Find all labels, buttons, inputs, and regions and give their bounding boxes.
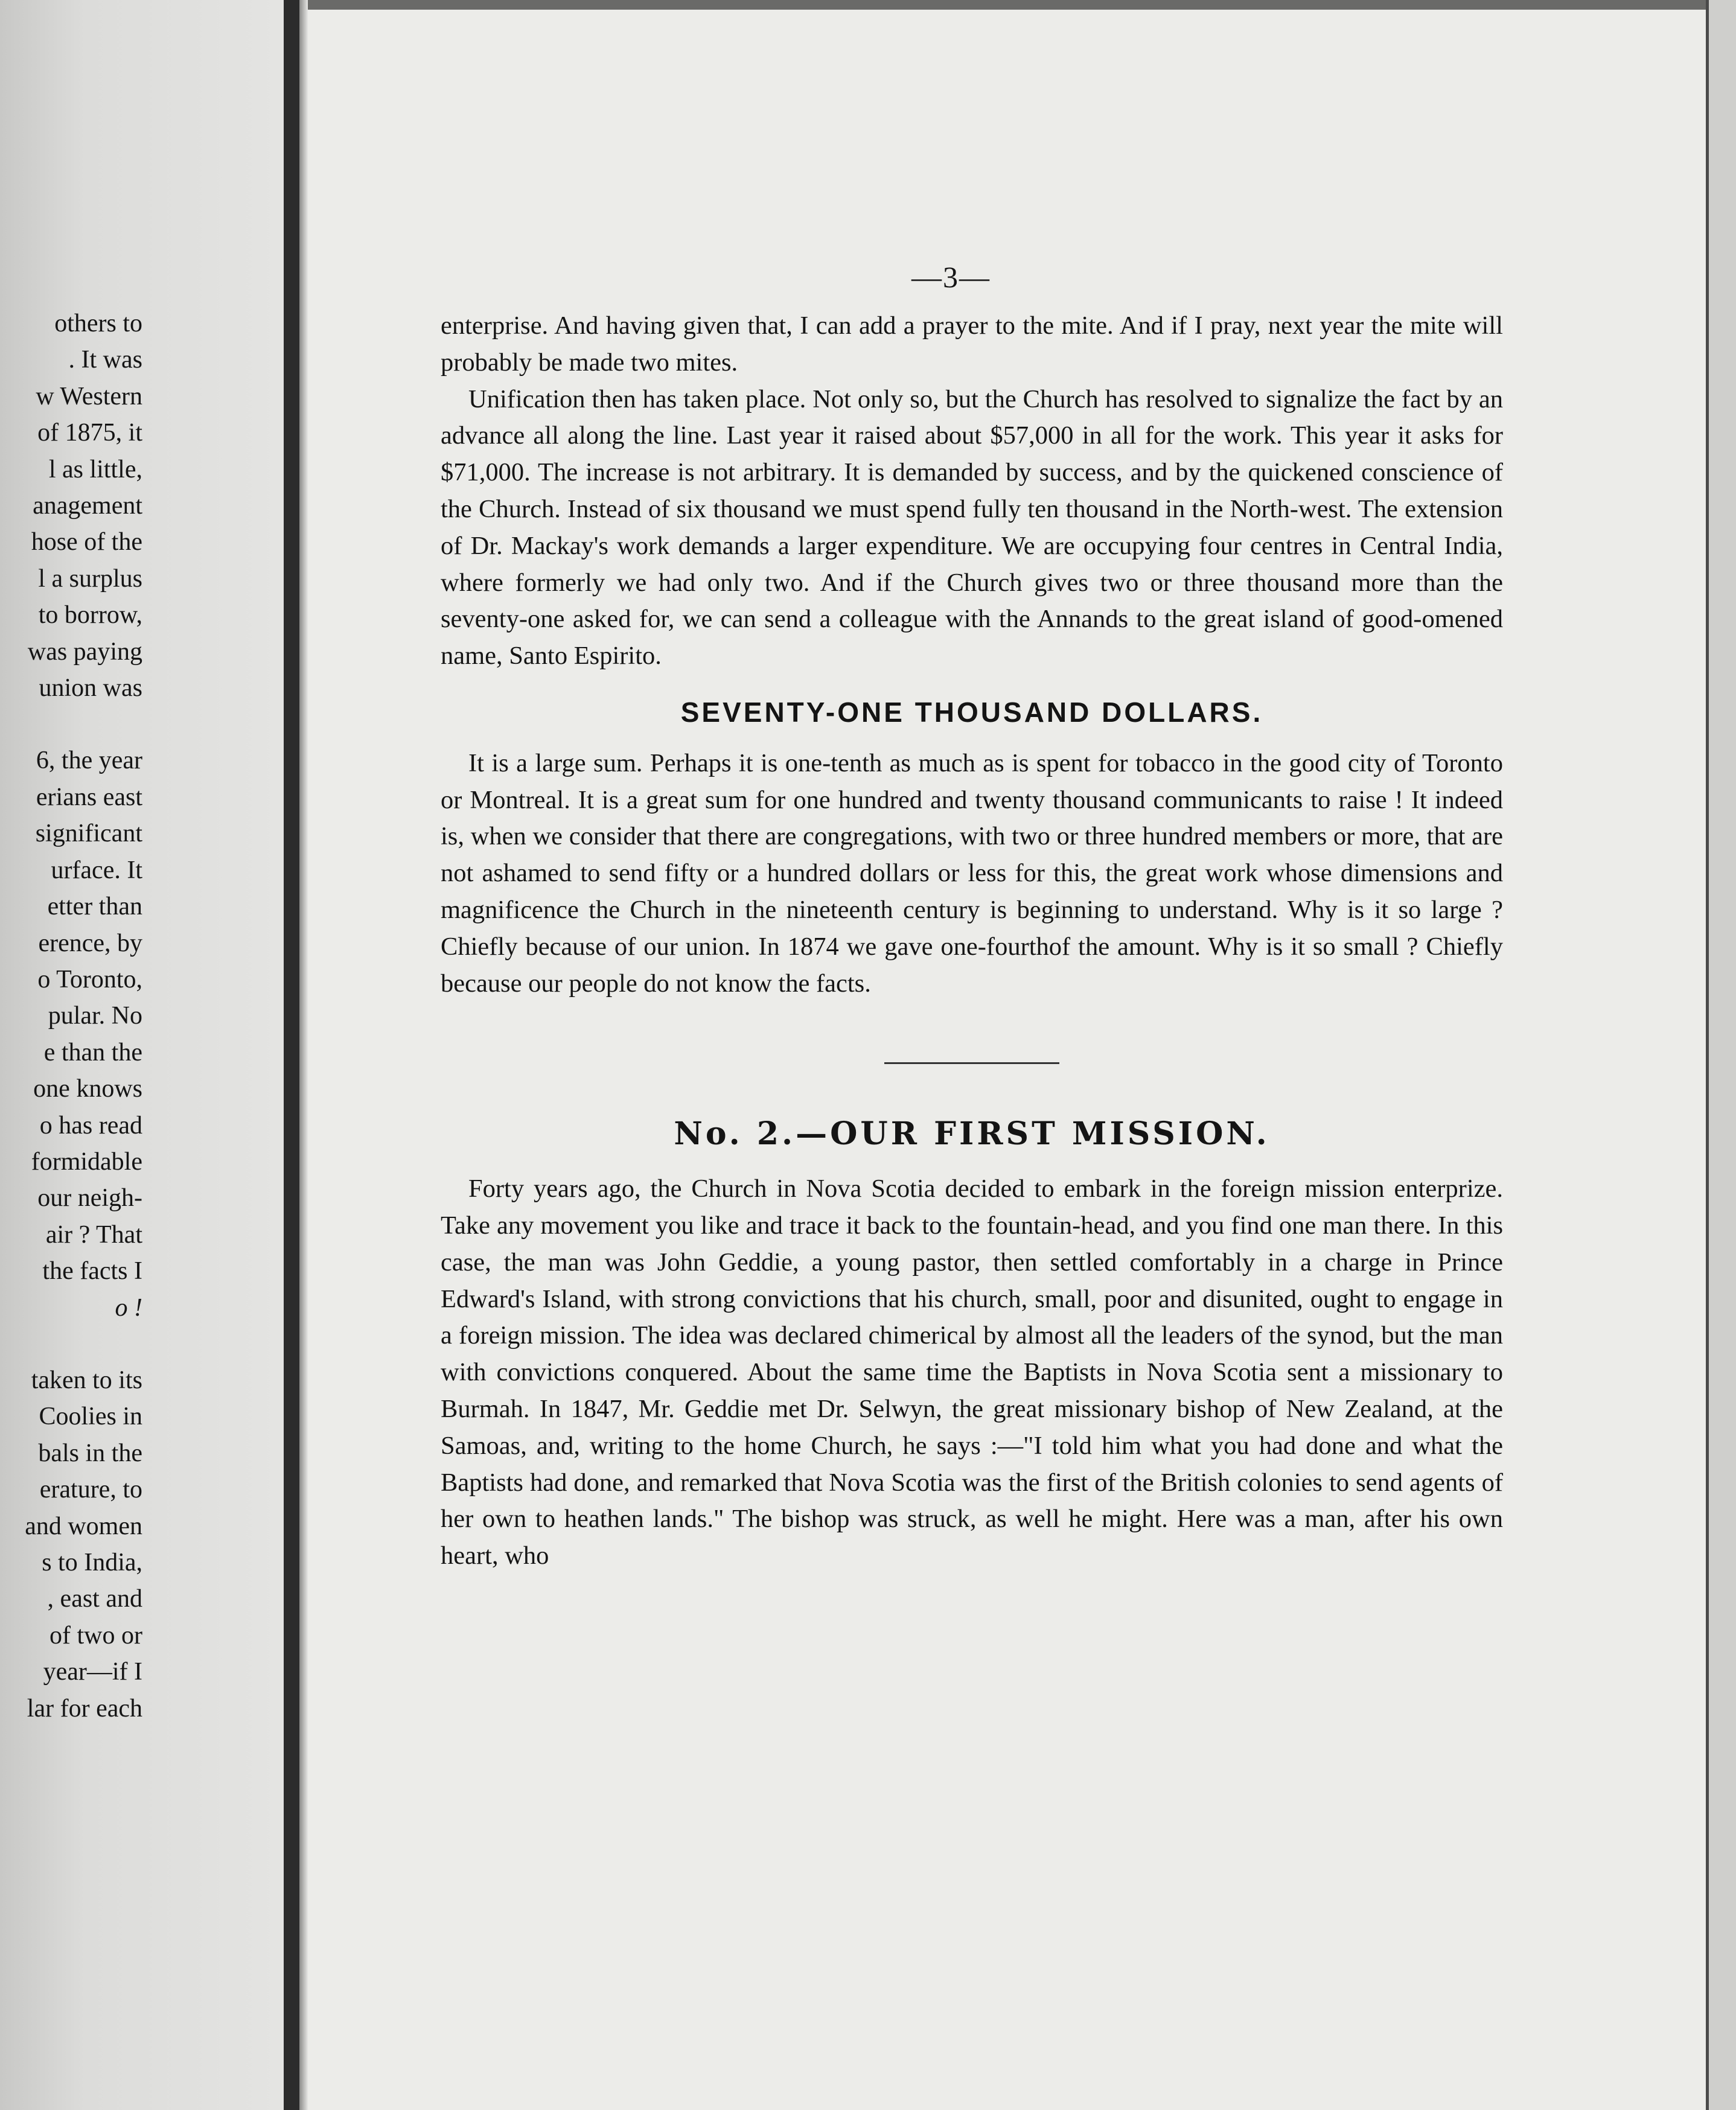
intro-paragraph-1: enterprise. And having given that, I can add a prayer to the mite. And if I pray, next year the mite will probably be made two mites.	[441, 311, 1503, 377]
left-page-line: of 1875, it	[37, 419, 142, 447]
left-page-line: s to India,	[42, 1549, 142, 1576]
left-page-line: etter than	[47, 893, 142, 921]
left-page-line: taken to its	[31, 1366, 142, 1394]
section-heading-seventy-one-thousand: SEVENTY-ONE THOUSAND DOLLARS.	[680, 696, 1263, 728]
left-page-line: o !	[115, 1293, 142, 1322]
left-page-line: o has read	[39, 1111, 142, 1139]
left-page-line: air ? That	[45, 1220, 142, 1249]
left-page-line: significant	[35, 820, 142, 848]
left-page-line: the facts I	[42, 1257, 142, 1286]
left-page-line: o Toronto,	[37, 965, 142, 993]
left-page-line: erature, to	[39, 1476, 142, 1504]
left-page-line: . It was	[68, 346, 142, 374]
left-page-line: one knows	[33, 1075, 142, 1103]
left-page-line: our neigh-	[37, 1184, 142, 1213]
left-page-line: union was	[39, 674, 142, 703]
intro-paragraph-2: Unification then has taken place. Not only so, but the Church has resolved to signalize the fact by an advance all along the line. Last year it raised about $57,000 in all for the work. This year it asks for $71,000. The increase is not arbitrary. It is demanded by success, and by the quickened conscience of the Church. Instead of six thousand we must spend fully ten thousand in the North-west. The extension of Dr. Mackay's work demands a larger expenditure. We are occupying four centres in Central India, where formerly we had only two. And if the Church gives two or three thousand more than the seventy-one asked for, we can send a colleague with the Annands to the great island of good-omened name, Santo Espirito.	[441, 384, 1503, 671]
left-page-gap	[0, 1326, 142, 1362]
page-number: —3—	[911, 260, 991, 294]
left-page-line: , east and	[47, 1585, 142, 1613]
left-page-line: Coolies in	[39, 1403, 142, 1431]
left-page-line: urface. It	[51, 856, 142, 884]
left-page-line: 6, the year	[36, 747, 142, 775]
spine-shadow	[299, 0, 308, 2110]
left-page-text-column	[0, 305, 142, 1727]
left-page-line: of two or	[49, 1621, 142, 1649]
left-page-line: formidable	[31, 1147, 142, 1176]
section-heading-our-first-mission: No. 2.—OUR FIRST MISSION.	[674, 1115, 1270, 1153]
left-page-fragment	[0, 0, 284, 2110]
book-spine	[284, 0, 299, 2110]
left-page-line: and women	[25, 1512, 142, 1540]
left-page-line: others to	[54, 310, 142, 337]
section2-paragraph: Forty years ago, the Church in Nova Scotia decided to embark in the foreign mission enterprize. Take any movement you like and trace it back to the fountain-head, and you find one man there. In this case, the man was John Geddie, a young pastor, then settled comfortably in a charge in Prince Edward's Island, with strong convictions that his church, small, poor and disunited, ought to engage in a foreign mission. The idea was declared chimerical by almost all the leaders of the synod, but the man with convictions conquered. About the same time the Baptists in Nova Scotia sent a missionary to Burmah. In 1847, Mr. Geddie met Dr. Selwyn, the great missionary bishop of New Zealand, at the Samoas, and, writing to the home Church, he says :—"I told him what you had done and what the Baptists had done, and remarked that Nova Scotia was the first of the British colonies to send agents of her own to heathen lands." The bishop was struck, as well he might. Here was a man, after his own heart, who	[441, 1175, 1503, 1570]
left-page-line: w Western	[36, 382, 142, 410]
left-page-line: e than the	[43, 1038, 142, 1066]
main-text-body	[441, 308, 1503, 1575]
left-page-line: pular. No	[48, 1002, 142, 1030]
left-page-gap	[0, 706, 142, 742]
left-page-line: bals in the	[38, 1439, 142, 1467]
left-page-line: to borrow,	[38, 601, 142, 629]
left-page-line: hose of the	[31, 528, 142, 556]
left-page-line: lar for each	[27, 1694, 142, 1723]
section1-paragraph: It is a large sum. Perhaps it is one-tenth as much as is spent for tobacco in the good city of Toronto or Montreal. It is a great sum for one hundred and twenty thousand communicants to raise ! It indeed is, when we consider that there are congregations, with two or three hundred members or more, that are not ashamed to send fifty or a hundred dollars or less for this, the great work whose dimensions and magnificence the Church in the nineteenth century is beginning to understand. Why is it so large ? Chiefly because of our union. In 1874 we gave one-fourthof the amount. Why is it so small ? Chiefly because our people do not know the facts.	[441, 748, 1503, 998]
left-page-line: l a surplus	[38, 564, 142, 593]
left-page-line: anagement	[33, 492, 142, 520]
page-right-edge	[1706, 0, 1736, 2110]
left-page-line: erians east	[36, 783, 142, 811]
left-page-line: was paying	[27, 637, 142, 666]
left-page-line: erence, by	[38, 929, 142, 957]
section-divider-rule	[884, 1062, 1059, 1064]
left-page-line: l as little,	[48, 455, 142, 483]
left-page-line: year—if I	[43, 1658, 142, 1686]
page-top-edge	[308, 0, 1706, 10]
